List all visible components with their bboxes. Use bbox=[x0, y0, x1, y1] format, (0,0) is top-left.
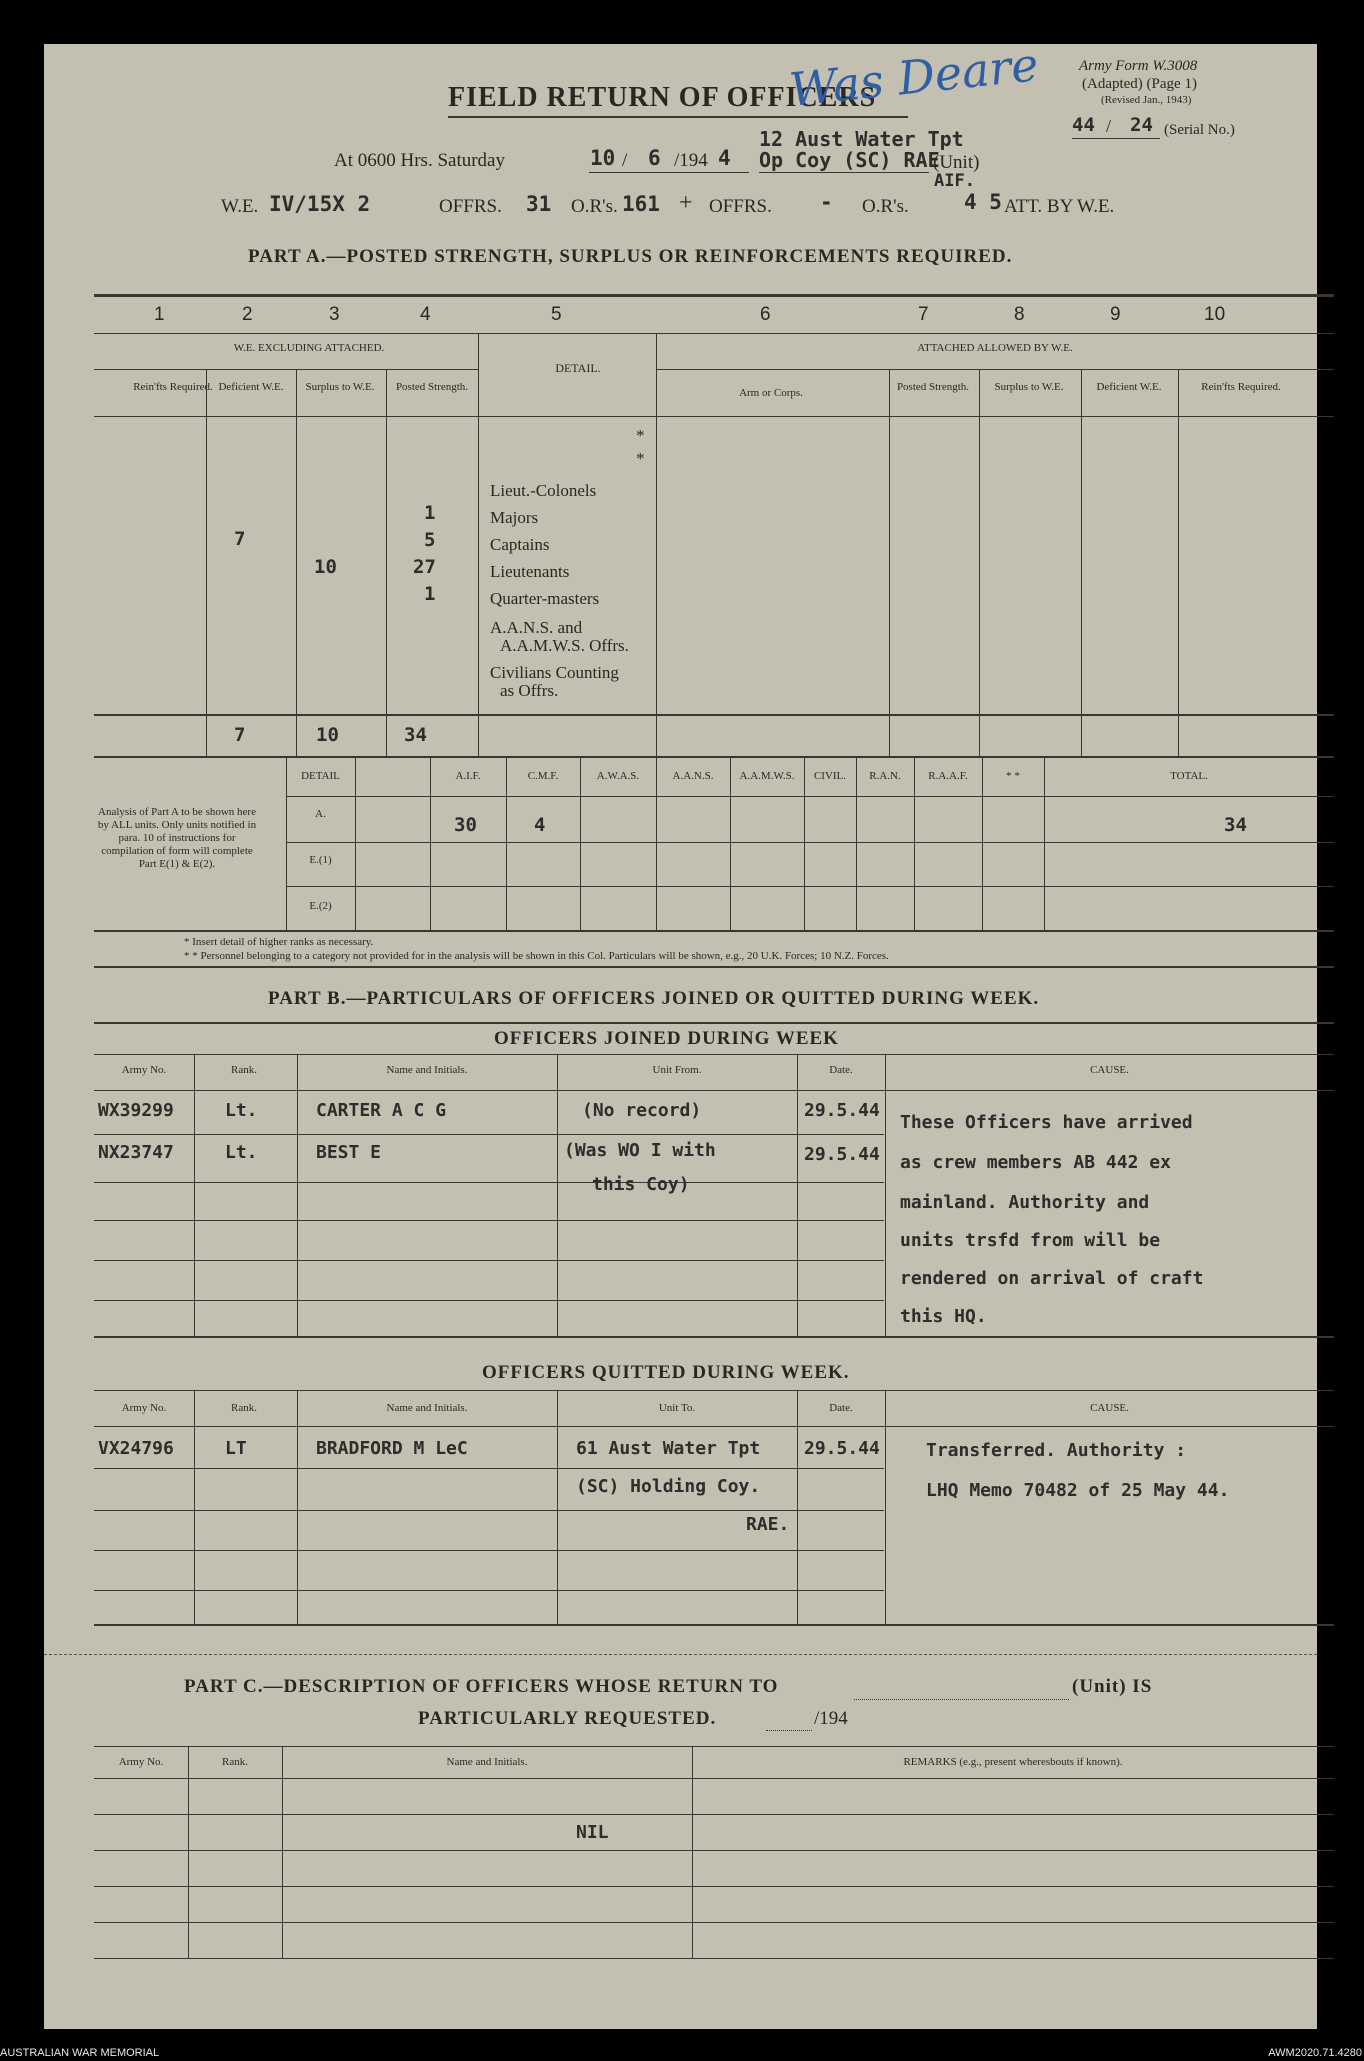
detail-header: DETAIL. bbox=[555, 361, 601, 375]
rule bbox=[94, 1886, 1334, 1887]
col-rank: Rank. bbox=[231, 1402, 257, 1414]
vline bbox=[885, 1054, 886, 1336]
rank-label: Lieut.-Colonels bbox=[490, 481, 597, 500]
serial-label: (Serial No.) bbox=[1164, 122, 1235, 138]
rule bbox=[94, 1590, 884, 1591]
col-num: 10 bbox=[1204, 304, 1226, 325]
at-label: At 0600 Hrs. Saturday bbox=[334, 150, 505, 171]
part-c-nil: NIL bbox=[576, 1822, 609, 1843]
serial-b: 24 bbox=[1130, 114, 1153, 136]
unit-blank bbox=[854, 1699, 1069, 1700]
footer-right: AWM2020.71.4280 bbox=[1268, 2047, 1362, 2059]
joined-date: 29.5.44 bbox=[804, 1144, 880, 1165]
vline bbox=[194, 1054, 195, 1336]
joined-cause: as crew members AB 442 ex bbox=[900, 1152, 1171, 1173]
analysis-header: R.A.A.F. bbox=[928, 770, 968, 782]
rule bbox=[94, 1390, 1334, 1391]
serial-line bbox=[1072, 138, 1160, 139]
vline bbox=[656, 333, 657, 756]
plus: + bbox=[679, 190, 693, 216]
offrs-label: OFFRS. bbox=[439, 196, 502, 217]
rule bbox=[94, 1426, 1334, 1427]
joined-date: 29.5.44 bbox=[804, 1100, 880, 1121]
rank-label: Quarter-masters bbox=[490, 589, 600, 608]
ors-value: 161 bbox=[622, 192, 660, 216]
analysis-header: C.M.F. bbox=[527, 770, 559, 782]
joined-cause: rendered on arrival of craft bbox=[900, 1268, 1204, 1289]
rule bbox=[94, 1220, 884, 1221]
col-num: 2 bbox=[242, 304, 253, 325]
vline bbox=[206, 369, 207, 756]
form-id: Army Form W.3008 bbox=[1079, 58, 1198, 74]
joined-army-no: WX39299 bbox=[98, 1100, 174, 1121]
analysis-header: A.I.F. bbox=[455, 770, 481, 782]
joined-cause: These Officers have arrived bbox=[900, 1112, 1193, 1133]
date-blank bbox=[766, 1730, 812, 1731]
vline bbox=[1081, 369, 1082, 756]
analysis-header: A.A.M.W.S. bbox=[739, 770, 795, 782]
rule bbox=[286, 842, 1334, 843]
analysis-row-label: E.(1) bbox=[309, 854, 332, 866]
c-col-name: Name and Initials. bbox=[446, 1756, 528, 1768]
analysis-aif: 30 bbox=[454, 814, 477, 836]
part-a-heading: PART A.—POSTED STRENGTH, SURPLUS OR REINFORCEMENTS REQUIRED. bbox=[248, 246, 1013, 267]
vline bbox=[478, 333, 479, 756]
rule bbox=[94, 930, 1334, 932]
serial-a: 44 bbox=[1072, 114, 1095, 136]
total-posted: 34 bbox=[404, 724, 427, 746]
part-c-date: /194 bbox=[814, 1708, 848, 1729]
analysis-header: * * bbox=[1006, 770, 1020, 782]
c-col-rank: Rank. bbox=[222, 1756, 248, 1768]
joined-title: OFFICERS JOINED DURING WEEK bbox=[494, 1028, 839, 1049]
star: * bbox=[636, 426, 645, 445]
aif: AIF. bbox=[934, 171, 975, 191]
sub-deficient2: Deficient W.E. bbox=[1096, 381, 1162, 393]
analysis-header: DETAIL bbox=[301, 770, 340, 782]
month: 6 bbox=[648, 146, 661, 170]
rule bbox=[94, 333, 1334, 334]
sub-deficient: Deficient W.E. bbox=[218, 381, 284, 393]
col-num: 8 bbox=[1014, 304, 1025, 325]
rank-label: A.A.N.S. and bbox=[490, 618, 583, 637]
joined-rank: Lt. bbox=[225, 1142, 258, 1163]
rule bbox=[94, 1336, 1334, 1338]
vline bbox=[797, 1390, 798, 1624]
quitted-cause: LHQ Memo 70482 of 25 May 44. bbox=[926, 1480, 1230, 1501]
rule bbox=[94, 1090, 1334, 1091]
rule bbox=[94, 1134, 884, 1135]
joined-cause: mainland. Authority and bbox=[900, 1192, 1150, 1213]
form-revised: (Revised Jan., 1943) bbox=[1101, 94, 1192, 106]
rule bbox=[94, 1550, 884, 1551]
rule bbox=[94, 1182, 884, 1183]
quitted-title: OFFICERS QUITTED DURING WEEK. bbox=[482, 1362, 850, 1383]
posted-captains: 5 bbox=[424, 529, 436, 551]
footnote-1: * Insert detail of higher ranks as necessary. bbox=[184, 936, 374, 948]
col-num: 6 bbox=[760, 304, 771, 325]
sep1: / bbox=[622, 150, 628, 171]
total-surplus: 10 bbox=[316, 724, 339, 746]
vline bbox=[386, 369, 387, 756]
col-army-no: Army No. bbox=[121, 1402, 167, 1414]
offrs-value: 31 bbox=[526, 192, 552, 216]
title-underline bbox=[448, 116, 908, 118]
total-deficient: 7 bbox=[234, 724, 246, 746]
part-c-unit-is: (Unit) IS bbox=[1072, 1676, 1153, 1697]
unit-label: (Unit) bbox=[933, 152, 980, 173]
rule bbox=[94, 1300, 884, 1301]
analysis-note: Analysis of Part A to be shown here by ALL units. Only units notified in para. 10 of instructions for compilation of form will complete Part E(1) & E(2). bbox=[97, 806, 257, 870]
joined-cause: units trsfd from will be bbox=[900, 1230, 1161, 1251]
we-label: W.E. bbox=[221, 196, 259, 217]
analysis-header: A.W.A.S. bbox=[596, 770, 640, 782]
analysis-header: TOTAL. bbox=[1170, 770, 1208, 782]
rank-label: Lieutenants bbox=[490, 562, 570, 581]
analysis-header: A.A.N.S. bbox=[672, 770, 714, 782]
col-num: 9 bbox=[1110, 304, 1121, 325]
quitted-army-no: VX24796 bbox=[98, 1438, 174, 1459]
rule bbox=[94, 966, 1334, 968]
quitted-cause: Transferred. Authority : bbox=[926, 1440, 1187, 1461]
joined-army-no: NX23747 bbox=[98, 1142, 174, 1163]
rule bbox=[94, 1814, 1334, 1815]
day: 10 bbox=[590, 146, 616, 170]
handwritten-signature: Was Deare bbox=[786, 37, 1041, 117]
form-title: FIELD RETURN OF OFFICERS bbox=[448, 82, 877, 113]
col-name: Name and Initials. bbox=[386, 1064, 468, 1076]
joined-unit-cont: this Coy) bbox=[592, 1174, 690, 1195]
rule bbox=[94, 1260, 884, 1261]
analysis-total: 34 bbox=[1224, 814, 1247, 836]
sub-surplus: Surplus to W.E. bbox=[305, 381, 375, 393]
part-c-heading1: PART C.—DESCRIPTION OF OFFICERS WHOSE RETURN TO bbox=[184, 1676, 779, 1697]
posted-qm: 1 bbox=[424, 583, 436, 605]
rank-label: Majors bbox=[490, 508, 539, 527]
sub-reinf2: Rein'fts Required. bbox=[1201, 381, 1281, 393]
rule bbox=[94, 756, 1334, 758]
we-excluding-header: W.E. EXCLUDING ATTACHED. bbox=[233, 342, 385, 354]
rule bbox=[94, 1054, 1334, 1055]
vline bbox=[355, 756, 356, 930]
rule bbox=[94, 1510, 884, 1511]
rule bbox=[286, 796, 1334, 797]
col-name: Name and Initials. bbox=[386, 1402, 468, 1414]
surplus-lieutenants: 10 bbox=[314, 556, 337, 578]
year-digit: 4 bbox=[718, 146, 731, 170]
unit-line2: Op Coy (SC) RAE bbox=[759, 148, 940, 172]
posted-lieutenants: 27 bbox=[413, 556, 436, 578]
joined-rank: Lt. bbox=[225, 1100, 258, 1121]
joined-name: BEST E bbox=[316, 1142, 382, 1163]
rule bbox=[94, 1624, 1334, 1626]
c-col-army-no: Army No. bbox=[118, 1756, 164, 1768]
col-cause: CAUSE. bbox=[1090, 1064, 1129, 1076]
rule bbox=[94, 1468, 884, 1469]
col-num: 7 bbox=[918, 304, 929, 325]
form-sheet bbox=[44, 37, 1317, 2029]
sub-reinf: Rein'fts Required. bbox=[133, 381, 213, 393]
part-c-heading2: PARTICULARLY REQUESTED. bbox=[418, 1708, 717, 1729]
quitted-name: BRADFORD M LeC bbox=[316, 1438, 468, 1459]
quitted-unit: (SC) Holding Coy. bbox=[576, 1476, 761, 1497]
rule bbox=[94, 714, 1334, 716]
rule bbox=[94, 1958, 1334, 1959]
vline bbox=[557, 1054, 558, 1336]
vline bbox=[692, 1746, 693, 1958]
att-label: ATT. BY W.E. bbox=[1004, 196, 1115, 217]
vline bbox=[885, 1390, 886, 1624]
footnote-2: * * Personnel belonging to a category not provided for in the analysis will be shown in this Col. Particulars will be shown, e.g., 20 U.K. Forces; 10 N.Z. Forces. bbox=[184, 950, 889, 962]
rule bbox=[94, 1778, 1334, 1779]
col-date: Date. bbox=[829, 1064, 853, 1076]
joined-cause: this HQ. bbox=[900, 1306, 987, 1327]
ors-label: O.R's. bbox=[571, 196, 618, 217]
form-adapted: (Adapted) (Page 1) bbox=[1082, 76, 1197, 92]
rank-label: as Offrs. bbox=[500, 681, 559, 700]
vline bbox=[557, 1390, 558, 1624]
col-num: 1 bbox=[154, 304, 165, 325]
sub-surplus2: Surplus to W.E. bbox=[994, 381, 1064, 393]
sub-arm: Arm or Corps. bbox=[739, 387, 803, 399]
posted-majors: 1 bbox=[424, 502, 436, 524]
ors2-value: 4 5 bbox=[964, 190, 1002, 214]
sep2: /194 bbox=[674, 150, 708, 171]
quitted-date: 29.5.44 bbox=[804, 1438, 880, 1459]
joined-name: CARTER A C G bbox=[316, 1100, 447, 1121]
deficient-captains: 7 bbox=[234, 528, 246, 550]
analysis-row-label: E.(2) bbox=[309, 900, 332, 912]
joined-unit: (Was WO I with bbox=[564, 1140, 716, 1161]
vline bbox=[979, 369, 980, 756]
attached-allowed-header: ATTACHED ALLOWED BY W.E. bbox=[917, 342, 1073, 354]
vline bbox=[188, 1746, 189, 1958]
rule bbox=[286, 886, 1334, 887]
vline bbox=[194, 1390, 195, 1624]
rule bbox=[94, 416, 1334, 417]
col-unit-to: Unit To. bbox=[658, 1402, 696, 1414]
part-b-heading: PART B.—PARTICULARS OF OFFICERS JOINED OR QUITTED DURING WEEK. bbox=[268, 988, 1040, 1009]
analysis-row-label: A. bbox=[315, 808, 326, 820]
analysis-header: R.A.N. bbox=[869, 770, 901, 782]
vline bbox=[282, 1746, 283, 1958]
rank-label: Captains bbox=[490, 535, 550, 554]
col-cause: CAUSE. bbox=[1090, 1402, 1129, 1414]
rule bbox=[94, 1850, 1334, 1851]
perforation-line bbox=[44, 1654, 1317, 1655]
offrs2-label: OFFRS. bbox=[709, 196, 772, 217]
rule bbox=[94, 1746, 1334, 1747]
col-num: 3 bbox=[329, 304, 340, 325]
serial-sep: / bbox=[1106, 116, 1112, 136]
vline bbox=[889, 369, 890, 756]
c-col-remarks: REMARKS (e.g., present wheresbouts if known). bbox=[903, 1756, 1123, 1768]
part-a-top-rule bbox=[94, 294, 1334, 297]
vline bbox=[296, 369, 297, 756]
unit-line1: 12 Aust Water Tpt bbox=[759, 127, 964, 151]
quitted-unit: RAE. bbox=[746, 1514, 790, 1535]
col-rank: Rank. bbox=[231, 1064, 257, 1076]
analysis-cmf: 4 bbox=[534, 814, 546, 836]
rule bbox=[94, 1022, 1334, 1024]
quitted-unit: 61 Aust Water Tpt bbox=[576, 1438, 761, 1459]
vline bbox=[297, 1390, 298, 1624]
rank-label: A.A.M.W.S. Offrs. bbox=[500, 636, 629, 655]
sub-posted: Posted Strength. bbox=[395, 381, 469, 393]
sub-posted2: Posted Strength. bbox=[896, 381, 970, 393]
quitted-rank: LT bbox=[225, 1438, 247, 1459]
col-army-no: Army No. bbox=[121, 1064, 167, 1076]
vline bbox=[797, 1054, 798, 1336]
date-line bbox=[589, 172, 749, 173]
col-date: Date. bbox=[829, 1402, 853, 1414]
col-num: 5 bbox=[551, 304, 562, 325]
unit-line bbox=[759, 172, 929, 173]
joined-unit: (No record) bbox=[582, 1100, 702, 1121]
col-unit-from: Unit From. bbox=[652, 1064, 702, 1076]
we-value: IV/15X 2 bbox=[269, 192, 371, 216]
ors2-label: O.R's. bbox=[862, 196, 909, 217]
star: * bbox=[636, 449, 645, 468]
rule bbox=[656, 369, 1334, 370]
rule bbox=[94, 1922, 1334, 1923]
vline bbox=[297, 1054, 298, 1336]
analysis-header: CIVIL. bbox=[813, 770, 847, 782]
vline bbox=[1178, 369, 1179, 756]
footer-left: AUSTRALIAN WAR MEMORIAL bbox=[0, 2047, 160, 2059]
rank-label: Civilians Counting bbox=[490, 663, 619, 682]
col-num: 4 bbox=[420, 304, 431, 325]
offrs2-value: - bbox=[820, 190, 833, 214]
rule bbox=[94, 369, 478, 370]
